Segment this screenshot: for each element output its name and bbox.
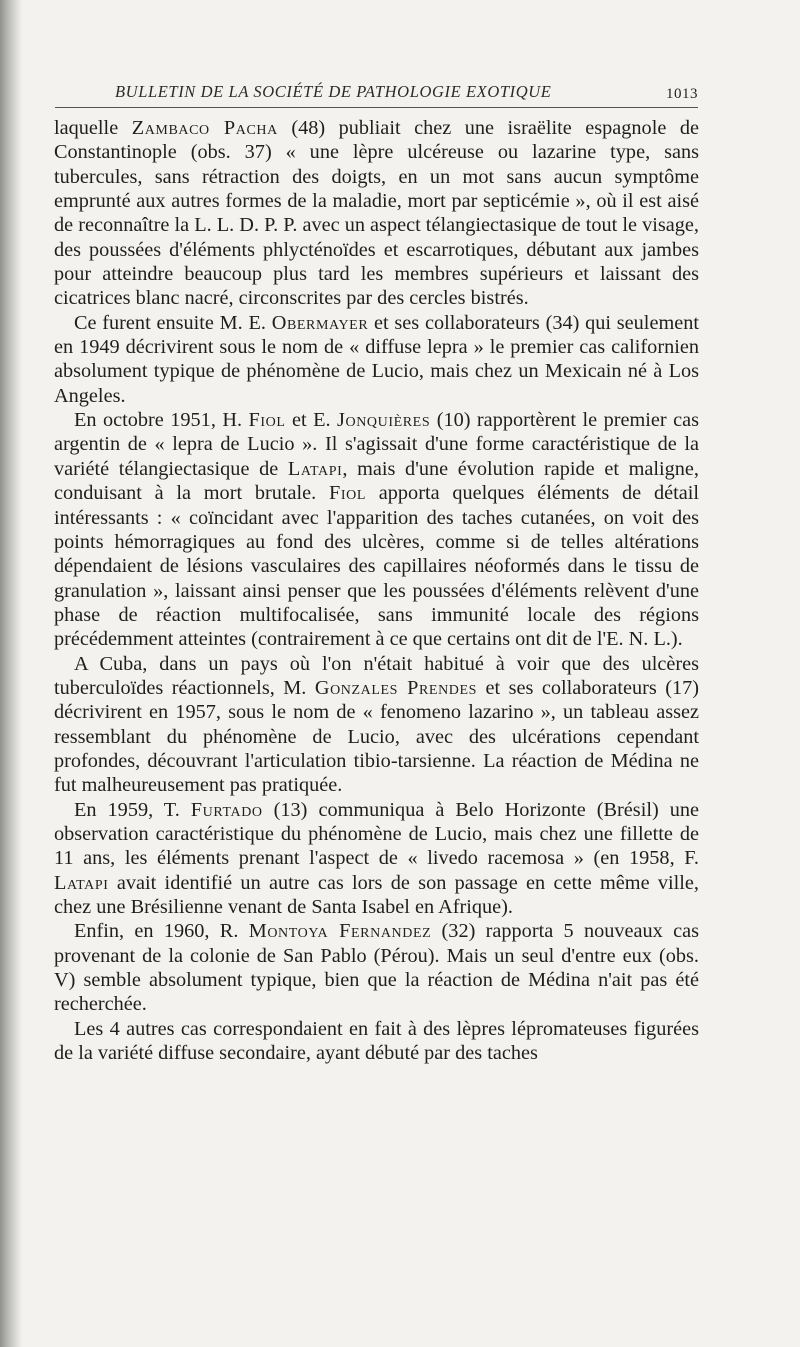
- author-name: Montoya Fernandez: [248, 920, 432, 943]
- header-rule: [55, 107, 698, 108]
- author-name: Zambaco Pacha: [131, 117, 278, 139]
- paragraph-2: [54, 311, 699, 408]
- paragraph-5: [54, 798, 699, 920]
- text-span: laquelle: [54, 117, 132, 139]
- paragraph-4: [54, 652, 699, 798]
- text-span: et E.: [285, 409, 337, 432]
- text-span: (13) communiqua à Belo Horizonte (Brésil) une observation caractéristique du phénomène de Lucio, mais chez une fillette de 11 ans, les éléments prenant l'aspect de « livedo racemosa » (en 1958, F.: [54, 798, 700, 870]
- text-span: et ses collaborateurs (17) décrivirent en 1957, sous le nom de « fenomeno lazarino », un tableau assez ressemblant du phénomène de Lucio, avec des ulcérations cependant profondes, découvrant l'articulation tibio-tarsienne. La réaction de Médina ne fut malheureusement pas pratiquée.: [54, 676, 700, 797]
- text-span: Ce furent ensuite M. E.: [74, 311, 272, 334]
- text-span: En 1959, T.: [74, 798, 191, 821]
- page-number: 1013: [666, 86, 698, 102]
- journal-title: BULLETIN DE LA SOCIÉTÉ DE PATHOLOGIE EXOTIQUE: [115, 82, 552, 101]
- text-span: Enfin, en 1960, R.: [74, 920, 249, 943]
- paragraph-7: [54, 1017, 699, 1066]
- text-span: et ses collaborateurs (34) qui seulement en 1949 décrivirent sous le nom de « diffuse lepra » le premier cas californien absolument typique de phénomène de Lucio, mais chez un Mexicain né à Los Angeles.: [54, 311, 699, 407]
- text-span: , mais d'une évolution rapide et maligne, conduisant à la mort brutale.: [54, 457, 699, 505]
- article-body: [54, 116, 699, 1065]
- text-span: (10) rapportèrent le premier cas argentin de « lepra de Lucio ». Il s'agissait d'une forme caractéristique de la variété télangiectasique de: [54, 409, 699, 480]
- text-span: (48) publiait chez une israëlite espagnole de Constantinople (obs. 37) « une lèpre ulcéreuse ou lazarine type, sans tubercules, sans rétraction des doigts, en un mot sans aucun symptôme emprunté aux autres formes de la maladie, mort par septicémie », où il est aisé de reconnaître la L. L. D. P. P. avec un aspect télangiectasique de tout le visage, des poussées d'éléments phlycténoïdes et escarrotiques, débutant aux jambes pour atteindre beaucoup plus tard les membres supérieurs et laissant des cicatrices blanc nacré, circonscrites par des cercles bistrés.: [54, 117, 699, 310]
- author-name: Obermayer: [271, 311, 369, 334]
- text-span: apporta quelques éléments de détail intéressants : « coïncidant avec l'apparition des taches cutanées, on voit des points hémorragiques au fond des ulcères, comme si de telles altérations dépendaient de lésions vasculaires des capillaires néoformés dans le tissu de granulation », laissant ainsi penser que les poussées d'éléments relèvent d'une phase de réaction multifocalisée, sans immunité locale des régions précédemment atteintes (contrairement à ce que certains ont dit de l'E. N. L.).: [54, 482, 699, 651]
- author-name: Fiol: [248, 409, 286, 432]
- page-gutter-shadow: [0, 0, 22, 1347]
- author-name: Fiol: [329, 482, 367, 505]
- text-span: En octobre 1951, H.: [74, 409, 249, 432]
- author-name: Jonquières: [337, 409, 431, 432]
- running-header: [55, 78, 700, 104]
- author-name: Furtado: [190, 798, 263, 821]
- paragraph-3: [54, 408, 699, 651]
- text-span: A Cuba, dans un pays où l'on n'était habitué à voir que des ulcères tuberculoïdes réactionnels, M.: [54, 652, 699, 699]
- paragraph-6: [54, 919, 699, 1016]
- author-name: Latapi: [287, 457, 343, 480]
- author-name: Latapi: [54, 871, 109, 894]
- text-span: Les 4 autres cas correspondaient en fait à des lèpres lépromateuses figurées de la variété diffuse secondaire, ayant débuté par des taches: [54, 1017, 699, 1065]
- paragraph-1: [54, 116, 699, 311]
- author-name: Gonzales Prendes: [314, 676, 478, 699]
- text-span: (32) rapporta 5 nouveaux cas provenant de la colonie de San Pablo (Pérou). Mais un seul d'entre eux (obs. V) semble absolument typique, bien que la réaction de Médina n'ait pas été recherchée.: [54, 920, 699, 1016]
- text-span: avait identifié un autre cas lors de son passage en cette même ville, chez une Brésilienne venant de Santa Isabel en Afrique).: [54, 871, 699, 918]
